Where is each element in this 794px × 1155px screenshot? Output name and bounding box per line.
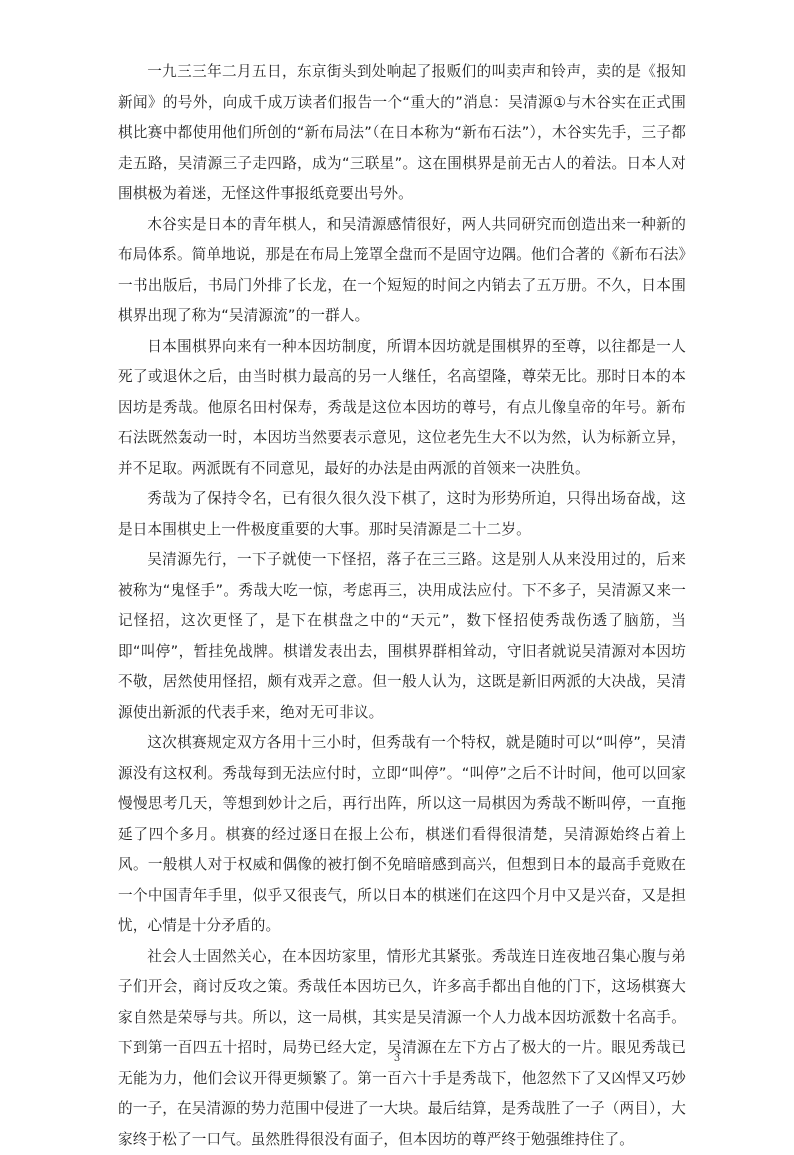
paragraph-3: 日本围棋界向来有一种本因坊制度，所谓本因坊就是围棋界的至尊，以往都是一人死了或退休之后，由当时棋力最高的另一人继任，名高望隆，尊荣无比。那时日本的本因坊是秀哉。他原名田村保寿，秀哉是这位本因坊的尊号，有点儿像皇帝的年号。新布石法既然轰动一时，本因坊当然要表示意见，这位老先生大不以为然，认为标新立异，并不足取。两派既有不同意见，最好的办法是由两派的首领来一决胜负。 (118, 332, 686, 485)
paragraph-5: 吴清源先行，一下子就使一下怪招，落子在三三路。这是别人从来没用过的，后来被称为“鬼怪手”。秀哉大吃一惊，考虑再三，决用成法应付。下不多子，吴清源又来一记怪招，这次更怪了，是下在棋盘之中的“天元”，数下怪招使秀哉伤透了脑筋，当即“叫停”，暂挂免战牌。棋谱发表出去，围棋界群相耸动，守旧者就说吴清源对本因坊不敬，居然使用怪招，颇有戏弄之意。但一般人认为，这既是新旧两派的大决战，吴清源使出新派的代表手来，绝对无可非议。 (118, 545, 686, 728)
paragraph-6: 这次棋赛规定双方各用十三小时，但秀哉有一个特权，就是随时可以“叫停”，吴清源没有这权利。秀哉每到无法应付时，立即“叫停”。“叫停”之后不计时间，他可以回家慢慢思考几天，等想到妙计之后，再行出阵，所以这一局棋因为秀哉不断叫停，一直拖延了四个多月。棋赛的经过逐日在报上公布，棋迷们看得很清楚，吴清源始终占着上风。一般棋人对于权威和偶像的被打倒不免暗暗感到高兴，但想到日本的最高手竟败在一个中国青年手里，似乎又很丧气，所以日本的棋迷们在这四个月中又是兴奋，又是担忧，心情是十分矛盾的。 (118, 728, 686, 942)
paragraph-2: 木谷实是日本的青年棋人，和吴清源感情很好，两人共同研究而创造出来一种新的布局体系。简单地说，那是在布局上笼罩全盘而不是固守边隅。他们合著的《新布石法》一书出版后，书局门外排了长龙，在一个短短的时间之内销去了五万册。不久，日本围棋界出现了称为“吴清源流”的一群人。 (118, 210, 686, 332)
article-body (118, 57, 686, 1155)
paragraph-4: 秀哉为了保持令名，已有很久很久没下棋了，这时为形势所迫，只得出场奋战，这是日本围棋史上一件极度重要的大事。那时吴清源是二十二岁。 (118, 484, 686, 545)
page-number: 3 (0, 1053, 794, 1064)
paragraph-7: 社会人士固然关心，在本因坊家里，情形尤其紧张。秀哉连日连夜地召集心腹与弟子们开会，商讨反攻之策。秀哉任本因坊已久，许多高手都出自他的门下，这场棋赛大家自然是荣辱与共。所以，这一局棋，其实是吴清源一个人力战本因坊派数十名高手。下到第一百四五十招时，局势已经大定，吴清源在左下方占了极大的一片。眼见秀哉已无能为力，他们会议开得更频繁了。第一百六十手是秀哉下，他忽然下了又凶悍又巧妙的一子，在吴清源的势力范围中侵进了一大块。最后结算，是秀哉胜了一子（两目），大家终于松了一口气。虽然胜得很没有面子，但本因坊的尊严终于勉强维持住了。 (118, 942, 686, 1155)
paragraph-1: 一九三三年二月五日，东京街头到处响起了报贩们的叫卖声和铃声，卖的是《报知新闻》的号外，向成千成万读者们报告一个“重大的”消息：吴清源①与木谷实在正式围棋比赛中都使用他们所创的“新布局法”（在日本称为“新布石法”），木谷实先手，三子都走五路，吴清源三子走四路，成为“三联星”。这在围棋界是前无古人的着法。日本人对围棋极为着迷，无怪这件事报纸竟要出号外。 (118, 57, 686, 210)
